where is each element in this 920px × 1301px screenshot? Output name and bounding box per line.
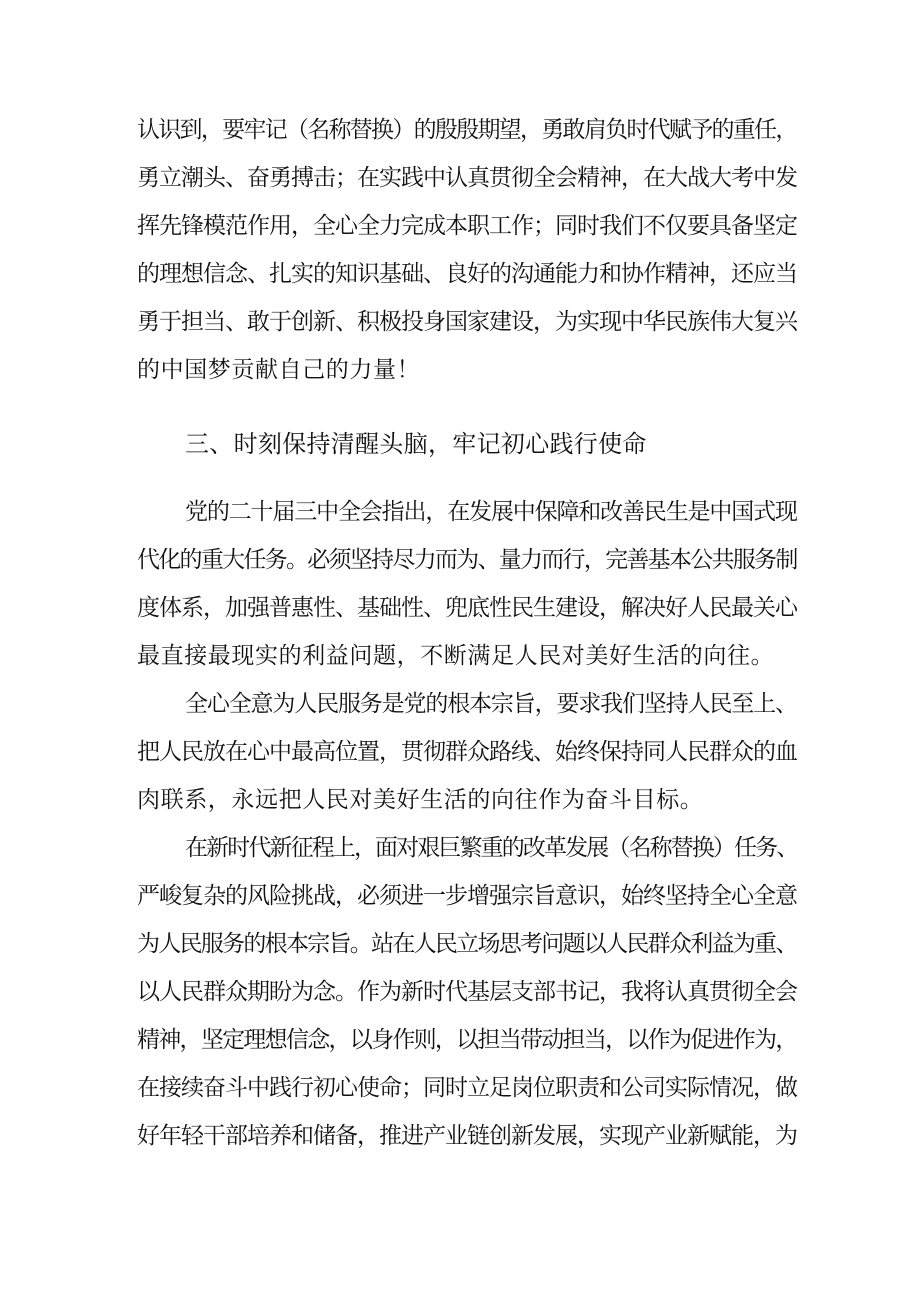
text-line: 肉联系，永远把人民对美好生活的向往作为奋斗目标。 <box>137 787 704 813</box>
text-line: 度体系，加强普惠性、基础性、兜底性民生建设，解决好人民最关心 <box>137 595 797 621</box>
text-line: 为人民服务的根本宗旨。站在人民立场思考问题以人民群众利益为重、 <box>137 931 797 957</box>
text-line: 在新时代新征程上，面对艰巨繁重的改革发展（名称替换）任务、 <box>185 835 798 861</box>
text-line: 最直接最现实的利益问题，不断满足人民对美好生活的向往。 <box>137 643 775 669</box>
text-line: 党的二十届三中全会指出，在发展中保障和改善民生是中国式现 <box>185 499 797 525</box>
text-line: 勇于担当、敢于创新、积极投身国家建设，为实现中华民族伟大复兴 <box>137 309 797 335</box>
text-line: 精神，坚定理想信念，以身作则，以担当带动担当，以作为促进作为， <box>137 1027 797 1053</box>
text-line: 全心全意为人民服务是党的根本宗旨，要求我们坚持人民至上、 <box>185 691 797 717</box>
text-line: 的中国梦贡献自己的力量！ <box>137 357 421 383</box>
text-line: 代化的重大任务。必须坚持尽力而为、量力而行，完善基本公共服务制 <box>137 547 797 573</box>
text-line: 的理想信念、扎实的知识基础、良好的沟通能力和协作精神，还应当 <box>137 261 797 287</box>
text-line: 好年轻干部培养和储备，推进产业链创新发展，实现产业新赋能，为 <box>137 1123 797 1149</box>
text-line: 认识到，要牢记（名称替换）的殷殷期望，勇敢肩负时代赋予的重任， <box>137 117 797 143</box>
text-line: 以人民群众期盼为念。作为新时代基层支部书记，我将认真贯彻全会 <box>137 979 797 1005</box>
text-line: 挥先锋模范作用，全心全力完成本职工作；同时我们不仅要具备坚定 <box>137 213 797 239</box>
text-line: 在接续奋斗中践行初心使命；同时立足岗位职责和公司实际情况，做 <box>137 1075 797 1101</box>
section-heading: 三、时刻保持清醒头脑，牢记初心践行使命 <box>185 430 647 458</box>
text-line: 把人民放在心中最高位置，贯彻群众路线、始终保持同人民群众的血 <box>137 739 797 765</box>
text-line: 严峻复杂的风险挑战，必须进一步增强宗旨意识，始终坚持全心全意 <box>137 883 797 909</box>
text-line: 勇立潮头、奋勇搏击；在实践中认真贯彻全会精神，在大战大考中发 <box>137 165 797 191</box>
